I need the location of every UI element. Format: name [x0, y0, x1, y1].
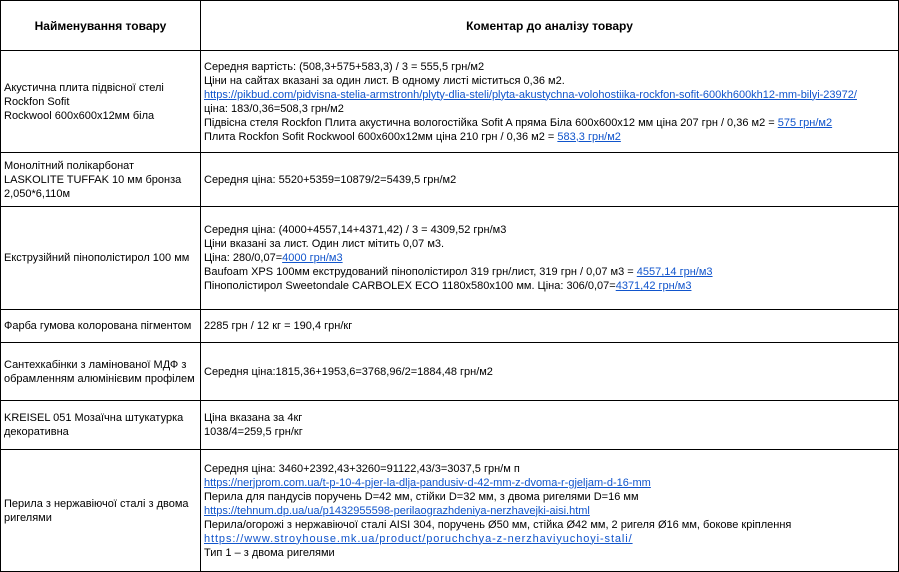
product-name: Фарба гумова колорована пігментом [4, 320, 192, 332]
comment-line: Середня ціна: (4000+4557,14+4371,42) / 3 = 4309,52 грн/м3 [204, 224, 507, 236]
comment-line: Підвісна стеля Rockfon Плита акустична вологостійка Sofit A пряма Біла 600х600х12 мм ціна 207 грн / 0,36 м2 = [204, 116, 778, 129]
source-link[interactable]: https://pikbud.com/pidvisna-stelia-armstronh/plyty-dlia-steli/plyta-akustychna-volohostiika-rockfon-sofit-600kh600kh12-mm-bilyi-23972/ [204, 88, 857, 101]
comment-line: Ціни вказані за лист. Один лист мітить 0,07 м3. [204, 238, 445, 250]
header-comment: Коментар до аналізу товару [201, 1, 899, 51]
table-row [1, 207, 899, 310]
product-name: Перила з нержавіючої сталі з двома ригелями [4, 497, 189, 524]
comment-cell [201, 51, 899, 153]
product-name: Сантехкабінки з ламінованої МДФ з обрамленням алюмінієвим профілем [4, 358, 195, 385]
comment-line: Тип 1 – з двома ригелями [204, 546, 335, 559]
product-name-cell [1, 310, 201, 343]
product-name-cell [1, 207, 201, 310]
price-link[interactable]: 4000 грн/м3 [282, 252, 343, 264]
comment-line: Перила для пандусів поручень D=42 мм, стійки D=32 мм, з двома ригелями D=16 мм [204, 490, 639, 503]
price-link[interactable]: 4371,42 грн/м3 [615, 280, 692, 292]
comment-cell [201, 207, 899, 310]
comment-cell [201, 153, 899, 207]
table-row [1, 450, 899, 572]
comment-line: Пінополістирол Sweetondale CARBOLEX ECO 1180x580x100 мм. Ціна: 306/0,07= [204, 280, 616, 292]
comment-line: Середня ціна:1815,36+1953,6=3768,96/2=1884,48 грн/м2 [204, 365, 493, 378]
comment-line: Ціни на сайтах вказані за один лист. В одному листі міститься 0,36 м2. [204, 74, 565, 87]
table-row [1, 401, 899, 450]
comment-line: Ціна вказана за 4кг [204, 412, 303, 424]
product-name-cell [1, 401, 201, 450]
source-link[interactable]: https://www.stroyhouse.mk.ua/product/poruchchya-z-nerzhaviyuchoyi-stali/ [204, 532, 633, 545]
price-link[interactable]: 575 грн/м2 [777, 116, 833, 129]
product-name: KREISEL 051 Мозаїчна штукатурка декоративна [4, 412, 184, 438]
comment-cell [201, 450, 899, 572]
comment-line: ціна: 183/0,36=508,3 грн/м2 [204, 102, 344, 115]
comment-line: Середня ціна: 5520+5359=10879/2=5439,5 грн/м2 [204, 173, 457, 186]
comment-line: Перила/огорожі з нержавіючої сталі AISI 304, поручень Ø50 мм, стійка Ø42 мм, 2 ригеля Ø16 мм, бокове кріплення [204, 518, 792, 531]
product-name-cell [1, 153, 201, 207]
product-name: Монолітний полікарбонат LASKOLITE TUFFAK 10 мм бронза 2,050*6,110м [4, 159, 182, 200]
comment-cell [201, 343, 899, 401]
table-row [1, 310, 899, 343]
source-link[interactable]: https://nerjprom.com.ua/t-p-10-4-pjer-la-dlja-pandusiv-d-42-mm-z-dvoma-r-gjeljam-d-16-mm [204, 476, 651, 489]
comment-line: Baufoam XPS 100мм екструдований пінополістирол 319 грн/лист, 319 грн / 0,07 м3 = [204, 266, 637, 278]
comment-line: Ціна: 280/0,07= [204, 252, 283, 264]
comment-line: 1038/4=259,5 грн/кг [204, 426, 303, 438]
product-name-cell [1, 51, 201, 153]
header-product-name: Найменування товару [1, 1, 201, 51]
comment-cell [201, 401, 899, 450]
table-row [1, 153, 899, 207]
product-name-cell [1, 450, 201, 572]
comment-line: Плита Rockfon Sofit Rockwool 600х600х12мм ціна 210 грн / 0,36 м2 = [204, 130, 558, 143]
comment-cell [201, 310, 899, 343]
source-link[interactable]: https://tehnum.dp.ua/ua/p1432955598-perilaograzhdeniya-nerzhavejki-aisi.html [204, 504, 590, 517]
header-row [1, 1, 899, 51]
comment-line: Середня вартість: (508,3+575+583,3) / 3 = 555,5 грн/м2 [204, 60, 485, 73]
product-name: Екструзійний пінополістирол 100 мм [4, 252, 190, 264]
table-row [1, 51, 899, 153]
table-row [1, 343, 899, 401]
comment-line: Середня ціна: 3460+2392,43+3260=91122,43/3=3037,5 грн/м п [204, 462, 520, 475]
product-name-cell [1, 343, 201, 401]
price-link[interactable]: 583,3 грн/м2 [557, 130, 621, 143]
comment-line: 2285 грн / 12 кг = 190,4 грн/кг [204, 320, 353, 332]
price-link[interactable]: 4557,14 грн/м3 [636, 266, 713, 278]
product-name: Акустична плита підвісної стелі Rockfon Sofit Rockwool 600х600х12мм біла [4, 81, 164, 122]
